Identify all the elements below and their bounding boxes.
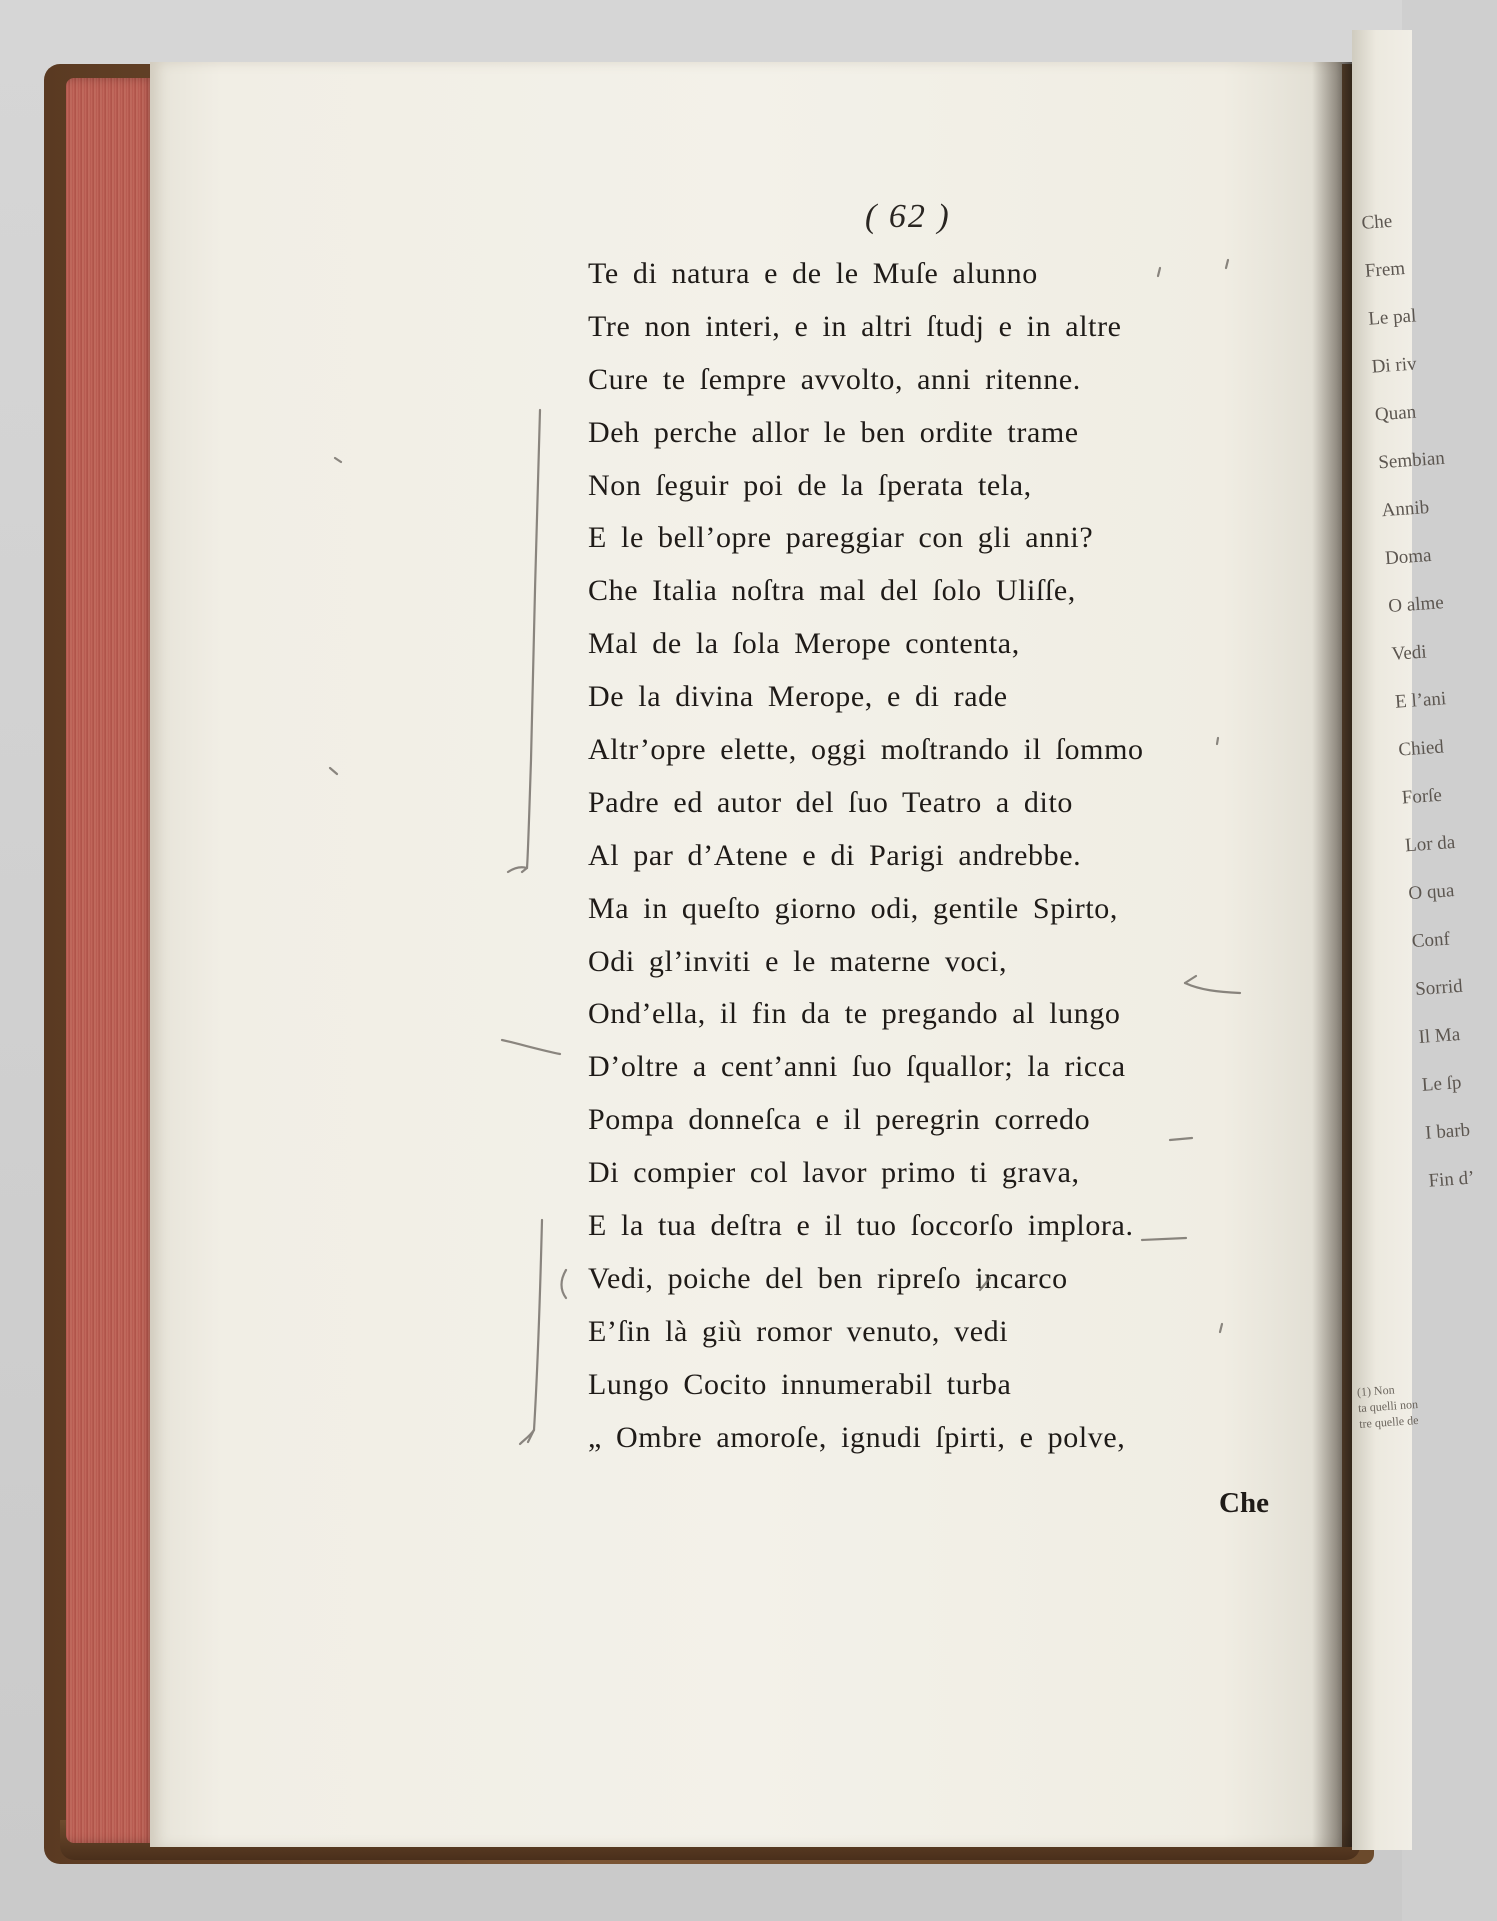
facing-line: Il Ma	[1417, 1024, 1461, 1048]
verse-block	[588, 248, 1248, 1464]
facing-line: Frem	[1364, 258, 1406, 282]
facing-line: Le ſp	[1421, 1072, 1463, 1096]
page-edges	[66, 78, 156, 1843]
verse-line: Cure te ſempre avvolto, anni ritenne.	[588, 362, 1081, 396]
facing-note: tre quelle de	[1358, 1412, 1419, 1432]
facing-line: Annib	[1380, 496, 1430, 522]
verse-line: E’ſin là giù romor venuto, vedi	[588, 1314, 1009, 1348]
facing-line: Conf	[1411, 928, 1451, 953]
catchword: Che	[1219, 1487, 1269, 1519]
page-number: ( 62 )	[865, 198, 951, 235]
verse-line: Te di natura e de le Muſe alunno	[588, 257, 1038, 290]
facing-line: Doma	[1384, 544, 1433, 570]
facing-note: ta quelli non	[1357, 1396, 1419, 1416]
facing-line: I barb	[1424, 1119, 1471, 1144]
verse-line: Padre ed autor del ſuo Teatro a dito	[588, 785, 1073, 819]
verse-line: D’oltre a cent’anni ſuo ſquallor; la ricca	[588, 1050, 1126, 1084]
verse-line: De la divina Merope, e di rade	[588, 680, 1008, 714]
verse-line: Che Italia noſtra mal del ſolo Uliſſe,	[588, 574, 1076, 608]
verse-line: Altr’opre elette, oggi moſtrando il ſommo	[588, 733, 1144, 767]
facing-line: Di riv	[1370, 353, 1418, 378]
facing-line: O alme	[1387, 592, 1445, 617]
verse-line: Di compier col lavor primo ti grava,	[588, 1156, 1080, 1190]
verse-line: Lungo Cocito innumerabil turba	[588, 1367, 1012, 1401]
verse-line: Al par d’Atene e di Parigi andrebbe.	[588, 838, 1082, 872]
facing-line: O qua	[1407, 880, 1456, 905]
verse-line: Ma in queſto giorno odi, gentile Spirto,	[588, 891, 1118, 925]
verse-line: Ond’ella, il fin da te pregando al lungo	[588, 997, 1121, 1031]
verse-line: Non ſeguir poi de la ſperata tela,	[588, 468, 1032, 502]
verse-line: Vedi, poiche del ben ripreſo incarco	[588, 1261, 1068, 1295]
verse-line: Pompa donneſca e il peregrin corredo	[588, 1103, 1091, 1137]
facing-page	[1352, 30, 1476, 1850]
facing-note: (1) Non	[1356, 1382, 1396, 1400]
verse-line: Deh perche allor le ben ordite trame	[588, 415, 1079, 449]
verse-line: Tre non interi, e in altri ſtudj e in altre	[588, 309, 1122, 343]
facing-line: Sembian	[1377, 447, 1446, 474]
facing-page-notes	[1356, 1380, 1419, 1432]
facing-page-line-starts	[1360, 196, 1490, 1206]
facing-line: Le pal	[1367, 305, 1417, 330]
facing-line: Quan	[1374, 401, 1417, 426]
facing-line: Vedi	[1391, 641, 1428, 665]
facing-line: Forſe	[1401, 784, 1443, 809]
verse-line: E le bell’opre pareggiar con gli anni?	[588, 521, 1094, 555]
facing-line: Chied	[1397, 736, 1445, 761]
facing-line: Sorrid	[1414, 975, 1464, 1001]
verse-line: Odi gl’inviti e le materne voci,	[588, 944, 1008, 978]
verse-line: Mal de la ſola Merope contenta,	[588, 627, 1020, 661]
verse-line: E la tua deſtra e il tuo ſoccorſo implora.	[588, 1209, 1134, 1243]
verse-line: „ Ombre amoroſe, ignudi ſpirti, e polve,	[588, 1420, 1126, 1454]
facing-line: Fin d’	[1427, 1167, 1476, 1192]
facing-line: E l’ani	[1394, 688, 1447, 713]
facing-line: Lor da	[1404, 831, 1456, 857]
facing-line: Che	[1360, 210, 1393, 234]
gutter-shadow	[1312, 62, 1352, 1847]
